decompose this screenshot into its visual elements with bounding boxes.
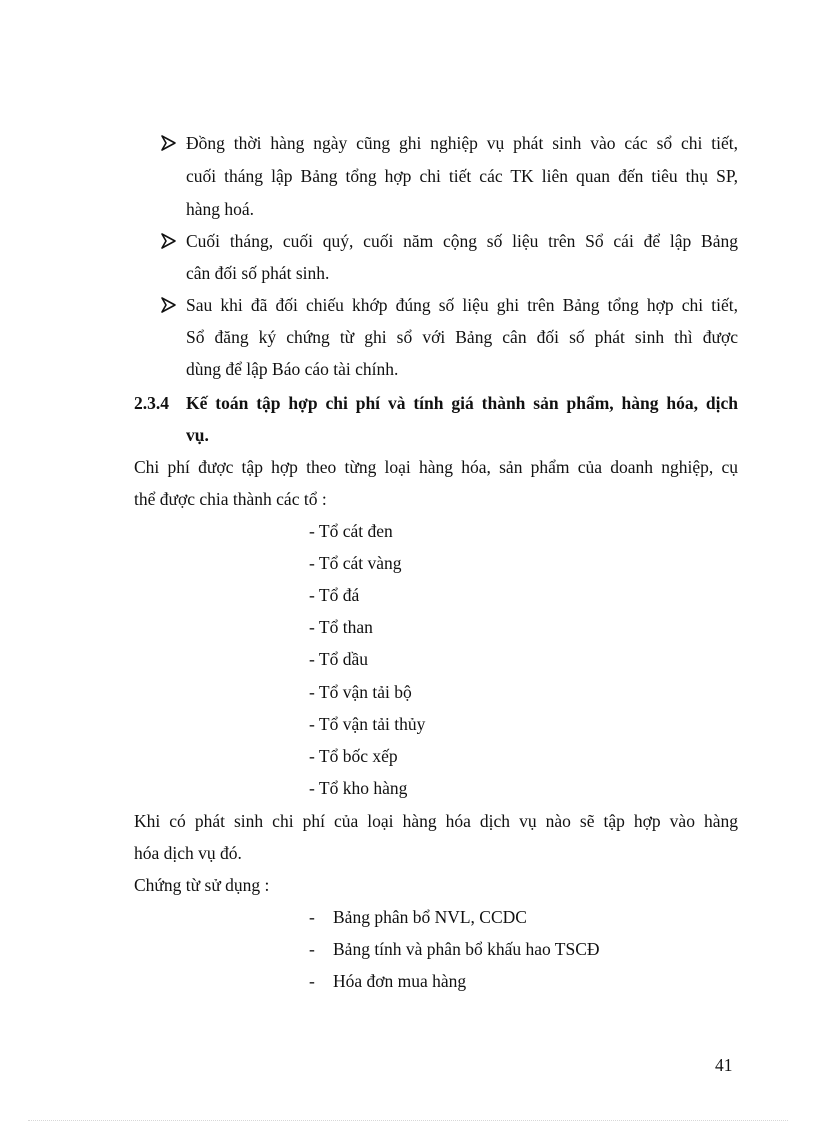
arrow-bullet-icon: [160, 230, 178, 252]
team-list-item: - Tổ bốc xếp: [309, 746, 398, 766]
cost-note-line-1: Khi có phát sinh chi phí của loại hàng hóa dịch vụ nào sẽ tập hợp vào hàng: [134, 811, 738, 831]
intro-line-2: thể được chia thành các tổ :: [134, 489, 327, 509]
bullet-2-line-2: cân đối số phát sinh.: [186, 263, 330, 283]
bullet-3-line-1: Sau khi đã đối chiếu khớp đúng số liệu ghi trên Bảng tổng hợp chi tiết,: [186, 295, 738, 315]
team-list-item: - Tổ than: [309, 617, 373, 637]
section-number: 2.3.4: [134, 393, 169, 413]
bullet-1-line-2: cuối tháng lập Bảng tổng hợp chi tiết các TK liên quan đến tiêu thụ SP,: [186, 166, 738, 186]
team-list-item: - Tổ vận tải bộ: [309, 682, 412, 702]
bullet-2-line-1: Cuối tháng, cuối quý, cuối năm cộng số liệu trên Sổ cái để lập Bảng: [186, 231, 738, 251]
team-list-item: - Tổ dầu: [309, 649, 368, 669]
team-list-item: - Tổ kho hàng: [309, 778, 408, 798]
intro-line-1: Chi phí được tập hợp theo từng loại hàng hóa, sản phẩm của doanh nghiệp, cụ: [134, 457, 738, 477]
section-title: Kế toán tập hợp chi phí và tính giá thành sản phẩm, hàng hóa, dịch: [186, 393, 738, 413]
document-dash: -: [309, 939, 315, 959]
arrow-bullet-icon: [160, 294, 178, 316]
bullet-1-line-3: hàng hoá.: [186, 199, 255, 219]
bullet-3-line-3: dùng để lập Báo cáo tài chính.: [186, 359, 399, 379]
footer-divider: [28, 1120, 788, 1121]
section-title-continued: vụ.: [186, 425, 209, 445]
document-list-item: Bảng tính và phân bổ khấu hao TSCĐ: [333, 939, 600, 959]
document-list-item: Bảng phân bổ NVL, CCDC: [333, 907, 527, 927]
arrow-bullet-icon: [160, 132, 178, 154]
document-dash: -: [309, 971, 315, 991]
cost-note-line-2: hóa dịch vụ đó.: [134, 843, 242, 863]
team-list-item: - Tổ đá: [309, 585, 360, 605]
bullet-3-line-2: Sổ đăng ký chứng từ ghi sổ với Bảng cân đối số phát sinh thì được: [186, 327, 738, 347]
team-list-item: - Tổ cát đen: [309, 521, 393, 541]
page-number: 41: [715, 1055, 733, 1075]
team-list-item: - Tổ cát vàng: [309, 553, 402, 573]
document-list-item: Hóa đơn mua hàng: [333, 971, 467, 991]
team-list-item: - Tổ vận tải thủy: [309, 714, 426, 734]
document-dash: -: [309, 907, 315, 927]
bullet-1-line-1: Đồng thời hàng ngày cũng ghi nghiệp vụ phát sinh vào các sổ chi tiết,: [186, 133, 738, 153]
documents-heading: Chứng từ sử dụng :: [134, 875, 270, 895]
